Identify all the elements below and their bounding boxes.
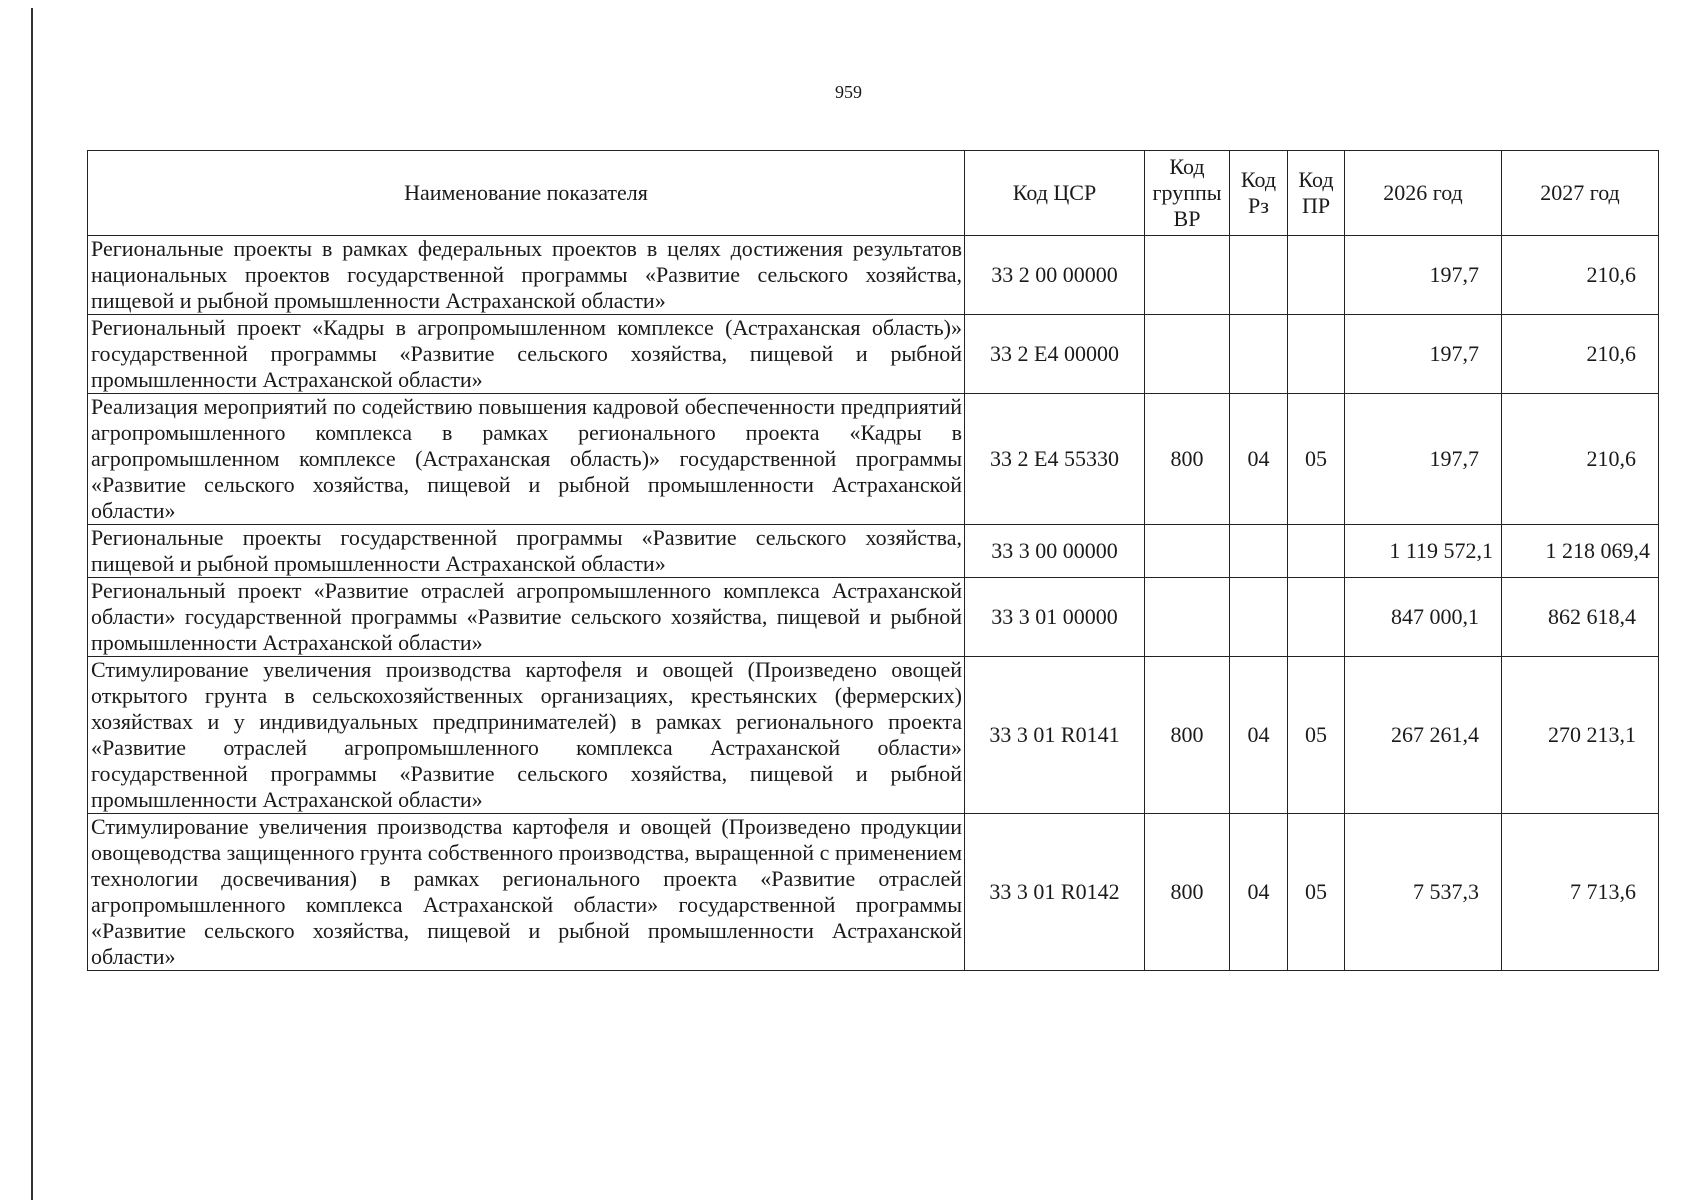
- table-row: [88, 236, 1659, 315]
- table-header-row: [88, 151, 1659, 236]
- table-row: [88, 657, 1659, 814]
- row-vr: [1145, 236, 1230, 315]
- row-rz: 04: [1230, 814, 1288, 971]
- row-rz: [1230, 578, 1288, 657]
- header-2026: 2026 год: [1345, 151, 1502, 236]
- row-2027: 7 713,6: [1502, 814, 1659, 971]
- row-2027: 270 213,1: [1502, 657, 1659, 814]
- row-2026: 7 537,3: [1345, 814, 1502, 971]
- header-pr: Код ПР: [1288, 151, 1345, 236]
- row-csr: 33 3 00 00000: [965, 525, 1145, 578]
- row-name: Региональные проекты в рамках федеральных проектов в целях достижения результатов национальных проектов государственной программы «Развитие сельского хозяйства, пищевой и рыбной промышленности Астраханской области»: [88, 236, 965, 315]
- row-2026: 847 000,1: [1345, 578, 1502, 657]
- budget-table: [87, 150, 1659, 971]
- row-pr: [1288, 525, 1345, 578]
- row-pr: [1288, 315, 1345, 394]
- row-name: Региональный проект «Развитие отраслей агропромышленного комплекса Астраханской области» государственной программы «Развитие сельского хозяйства, пищевой и рыбной промышленности Астраханской области»: [88, 578, 965, 657]
- row-2027: 862 618,4: [1502, 578, 1659, 657]
- row-pr: 05: [1288, 814, 1345, 971]
- row-2026: 267 261,4: [1345, 657, 1502, 814]
- row-rz: 04: [1230, 657, 1288, 814]
- row-vr: 800: [1145, 394, 1230, 525]
- row-csr: 33 2 Е4 55330: [965, 394, 1145, 525]
- row-name: Региональные проекты государственной программы «Развитие сельского хозяйства, пищевой и рыбной промышленности Астраханской области»: [88, 525, 965, 578]
- row-name: Стимулирование увеличения производства картофеля и овощей (Произведено овощей открытого грунта в сельскохозяйственных организациях, крестьянских (фермерских) хозяйствах и у индивидуальных предпринимателей) в рамках регионального проекта «Развитие отраслей агропромышленного комплекса Астраханской области» государственной программы «Развитие сельского хозяйства, пищевой и рыбной промышленности Астраханской области»: [88, 657, 965, 814]
- row-rz: 04: [1230, 394, 1288, 525]
- table-row: [88, 525, 1659, 578]
- row-2026: 197,7: [1345, 315, 1502, 394]
- header-vr: Код группы ВР: [1145, 151, 1230, 236]
- table-row: [88, 814, 1659, 971]
- row-csr: 33 2 Е4 00000: [965, 315, 1145, 394]
- row-rz: [1230, 315, 1288, 394]
- table-row: [88, 315, 1659, 394]
- table-row: [88, 394, 1659, 525]
- row-pr: 05: [1288, 657, 1345, 814]
- row-pr: [1288, 578, 1345, 657]
- header-csr: Код ЦСР: [965, 151, 1145, 236]
- row-csr: 33 3 01 R0141: [965, 657, 1145, 814]
- row-vr: [1145, 525, 1230, 578]
- row-2027: 210,6: [1502, 394, 1659, 525]
- row-vr: [1145, 578, 1230, 657]
- row-vr: [1145, 315, 1230, 394]
- row-2027: 210,6: [1502, 236, 1659, 315]
- page-number: 959: [835, 82, 862, 102]
- row-name: Реализация мероприятий по содействию повышения кадровой обеспеченности предприятий агропромышленного комплекса в рамках регионального проекта «Кадры в агропромышленном комплексе (Астраханская область)» государственной программы «Развитие сельского хозяйства, пищевой и рыбной промышленности Астраханской области»: [88, 394, 965, 525]
- row-csr: 33 2 00 00000: [965, 236, 1145, 315]
- binding-edge-line: [31, 8, 33, 1200]
- row-2027: 1 218 069,4: [1502, 525, 1659, 578]
- header-rz: Код Рз: [1230, 151, 1288, 236]
- row-vr: 800: [1145, 657, 1230, 814]
- row-pr: 05: [1288, 394, 1345, 525]
- row-name: Стимулирование увеличения производства картофеля и овощей (Произведено продукции овощеводства защищенного грунта собственного производства, выращенной с применением технологии досвечивания) в рамках регионального проекта «Развитие отраслей агропромышленного комплекса Астраханской области» государственной программы «Развитие сельского хозяйства, пищевой и рыбной промышленности Астраханской области»: [88, 814, 965, 971]
- row-2026: 197,7: [1345, 394, 1502, 525]
- row-2027: 210,6: [1502, 315, 1659, 394]
- row-vr: 800: [1145, 814, 1230, 971]
- row-2026: 1 119 572,1: [1345, 525, 1502, 578]
- table-row: [88, 578, 1659, 657]
- row-rz: [1230, 525, 1288, 578]
- row-rz: [1230, 236, 1288, 315]
- row-name: Региональный проект «Кадры в агропромышленном комплексе (Астраханская область)» государственной программы «Развитие сельского хозяйства, пищевой и рыбной промышленности Астраханской области»: [88, 315, 965, 394]
- header-name: Наименование показателя: [88, 151, 965, 236]
- row-csr: 33 3 01 R0142: [965, 814, 1145, 971]
- row-pr: [1288, 236, 1345, 315]
- row-2026: 197,7: [1345, 236, 1502, 315]
- header-2027: 2027 год: [1502, 151, 1659, 236]
- row-csr: 33 3 01 00000: [965, 578, 1145, 657]
